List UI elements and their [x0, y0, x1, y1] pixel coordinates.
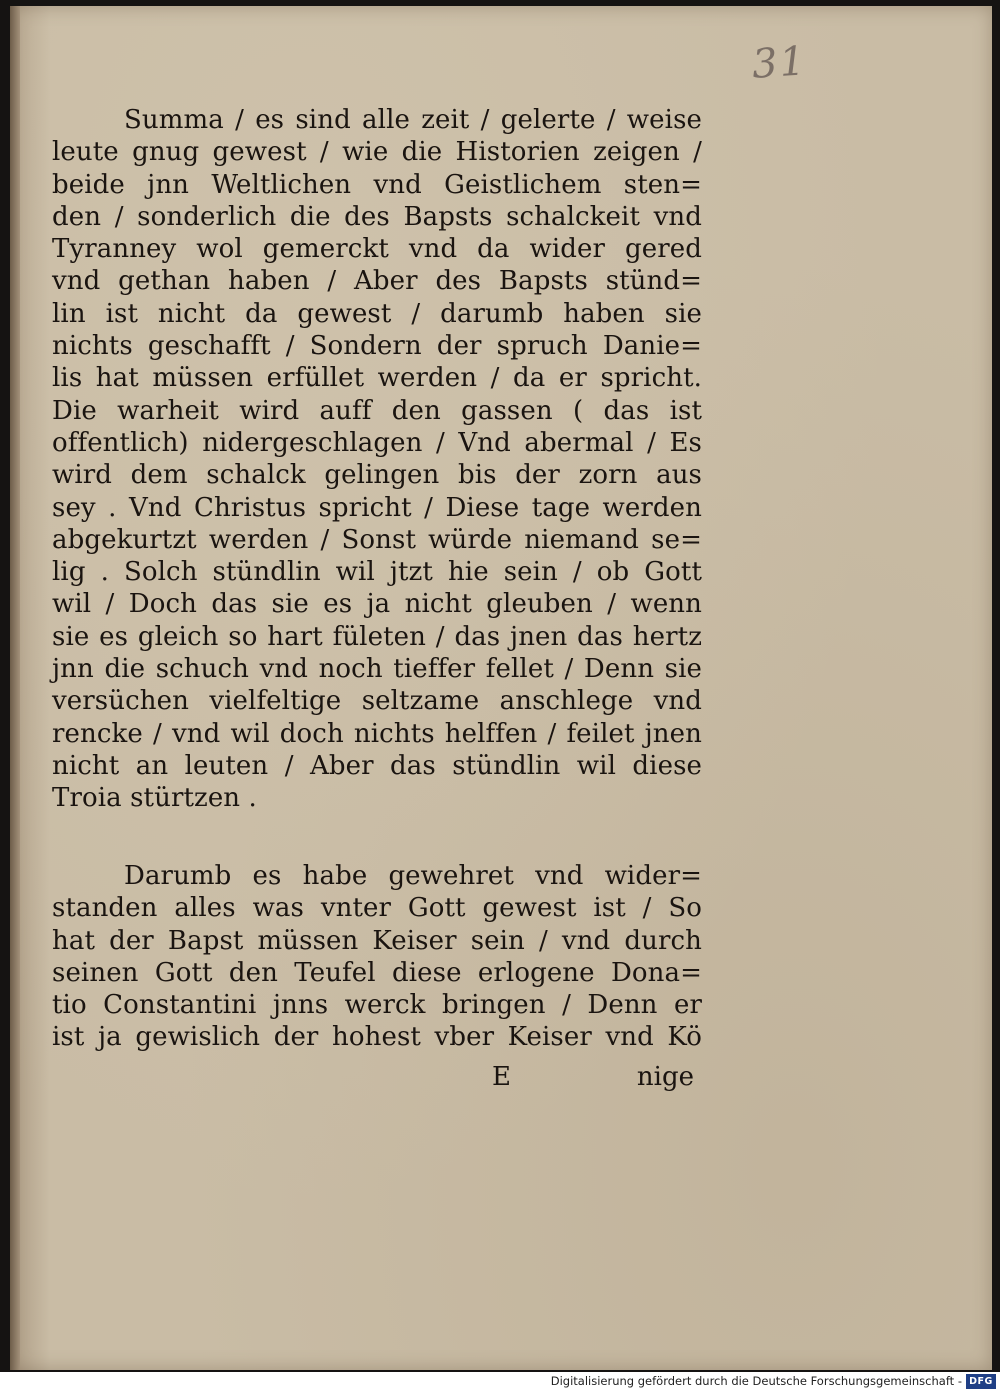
text-line: hat der Bapst müssen Keiser sein / vnd durch — [52, 925, 702, 956]
text-line: Summa / es sind alle zeit / gelerte / weise — [124, 105, 702, 135]
paragraph-1 — [52, 104, 702, 815]
text-line: sey . Vnd Christus spricht / Diese tage werden — [52, 492, 702, 523]
page-footer-marks — [52, 1062, 702, 1096]
text-line: tio Constantini jnns werck bringen / Denn er — [52, 990, 702, 1021]
text-line: lis hat müssen erfüllet werden / da er spricht. — [52, 363, 702, 394]
page-spine-edge — [10, 6, 20, 1370]
text-line: jnn die schuch vnd noch tieffer fellet / Denn sie — [52, 654, 702, 685]
text-line: wird dem schalck gelingen bis der zorn aus — [52, 460, 702, 491]
text-line: Darumb es habe gewehret vnd wider= — [124, 861, 702, 891]
dfg-logo-icon: DFG — [966, 1374, 996, 1389]
text-line: leute gnug gewest / wie die Historien zeigen / — [52, 137, 702, 168]
text-line: lin ist nicht da gewest / darumb haben sie — [52, 298, 702, 329]
text-line: den / sonderlich die des Bapsts schalckeit vnd — [52, 201, 702, 232]
catchword: nige — [636, 1062, 694, 1092]
text-line: Troia stürtzen . — [52, 783, 257, 814]
text-line: versüchen vielfeltige seltzame anschlege vnd — [52, 686, 702, 717]
folio-number: 31 — [750, 38, 809, 88]
funding-credit: Digitalisierung gefördert durch die Deutsche Forschungsgemeinschaft - — [550, 1374, 962, 1388]
paragraph-2 — [52, 860, 702, 1054]
text-line: beide jnn Weltlichen vnd Geistlichem sten= — [52, 169, 702, 200]
text-line: lig . Solch stündlin wil jtzt hie sein / ob Gott — [52, 557, 702, 588]
text-line: ist ja gewislich der hohest vber Keiser vnd Kö — [52, 1022, 702, 1053]
text-line: wil / Doch das sie es ja nicht gleuben / wenn — [52, 589, 702, 620]
text-line: nichts geschafft / Sondern der spruch Danie= — [52, 331, 702, 362]
text-line: sie es gleich so hart fületen / das jnen das hertz — [52, 621, 702, 652]
text-line: Tyranney wol gemerckt vnd da wider gered — [52, 234, 702, 265]
text-line: rencke / vnd wil doch nichts helffen / feilet jnen — [52, 718, 702, 749]
text-line: offentlich) nidergeschlagen / Vnd abermal / Es — [52, 427, 702, 458]
text-line: abgekurtzt werden / Sonst würde niemand se= — [52, 524, 702, 555]
signature-mark: E — [492, 1062, 511, 1092]
text-line: nicht an leuten / Aber das stündlin wil diese — [52, 750, 702, 781]
text-line: standen alles was vnter Gott gewest ist / So — [52, 893, 702, 924]
text-line: Die warheit wird auff den gassen ( das ist — [52, 395, 702, 426]
text-line: vnd gethan haben / Aber des Bapsts stünd= — [52, 266, 702, 297]
digitization-footer — [0, 1372, 1000, 1392]
text-line: seinen Gott den Teufel diese erlogene Dona= — [52, 957, 702, 988]
